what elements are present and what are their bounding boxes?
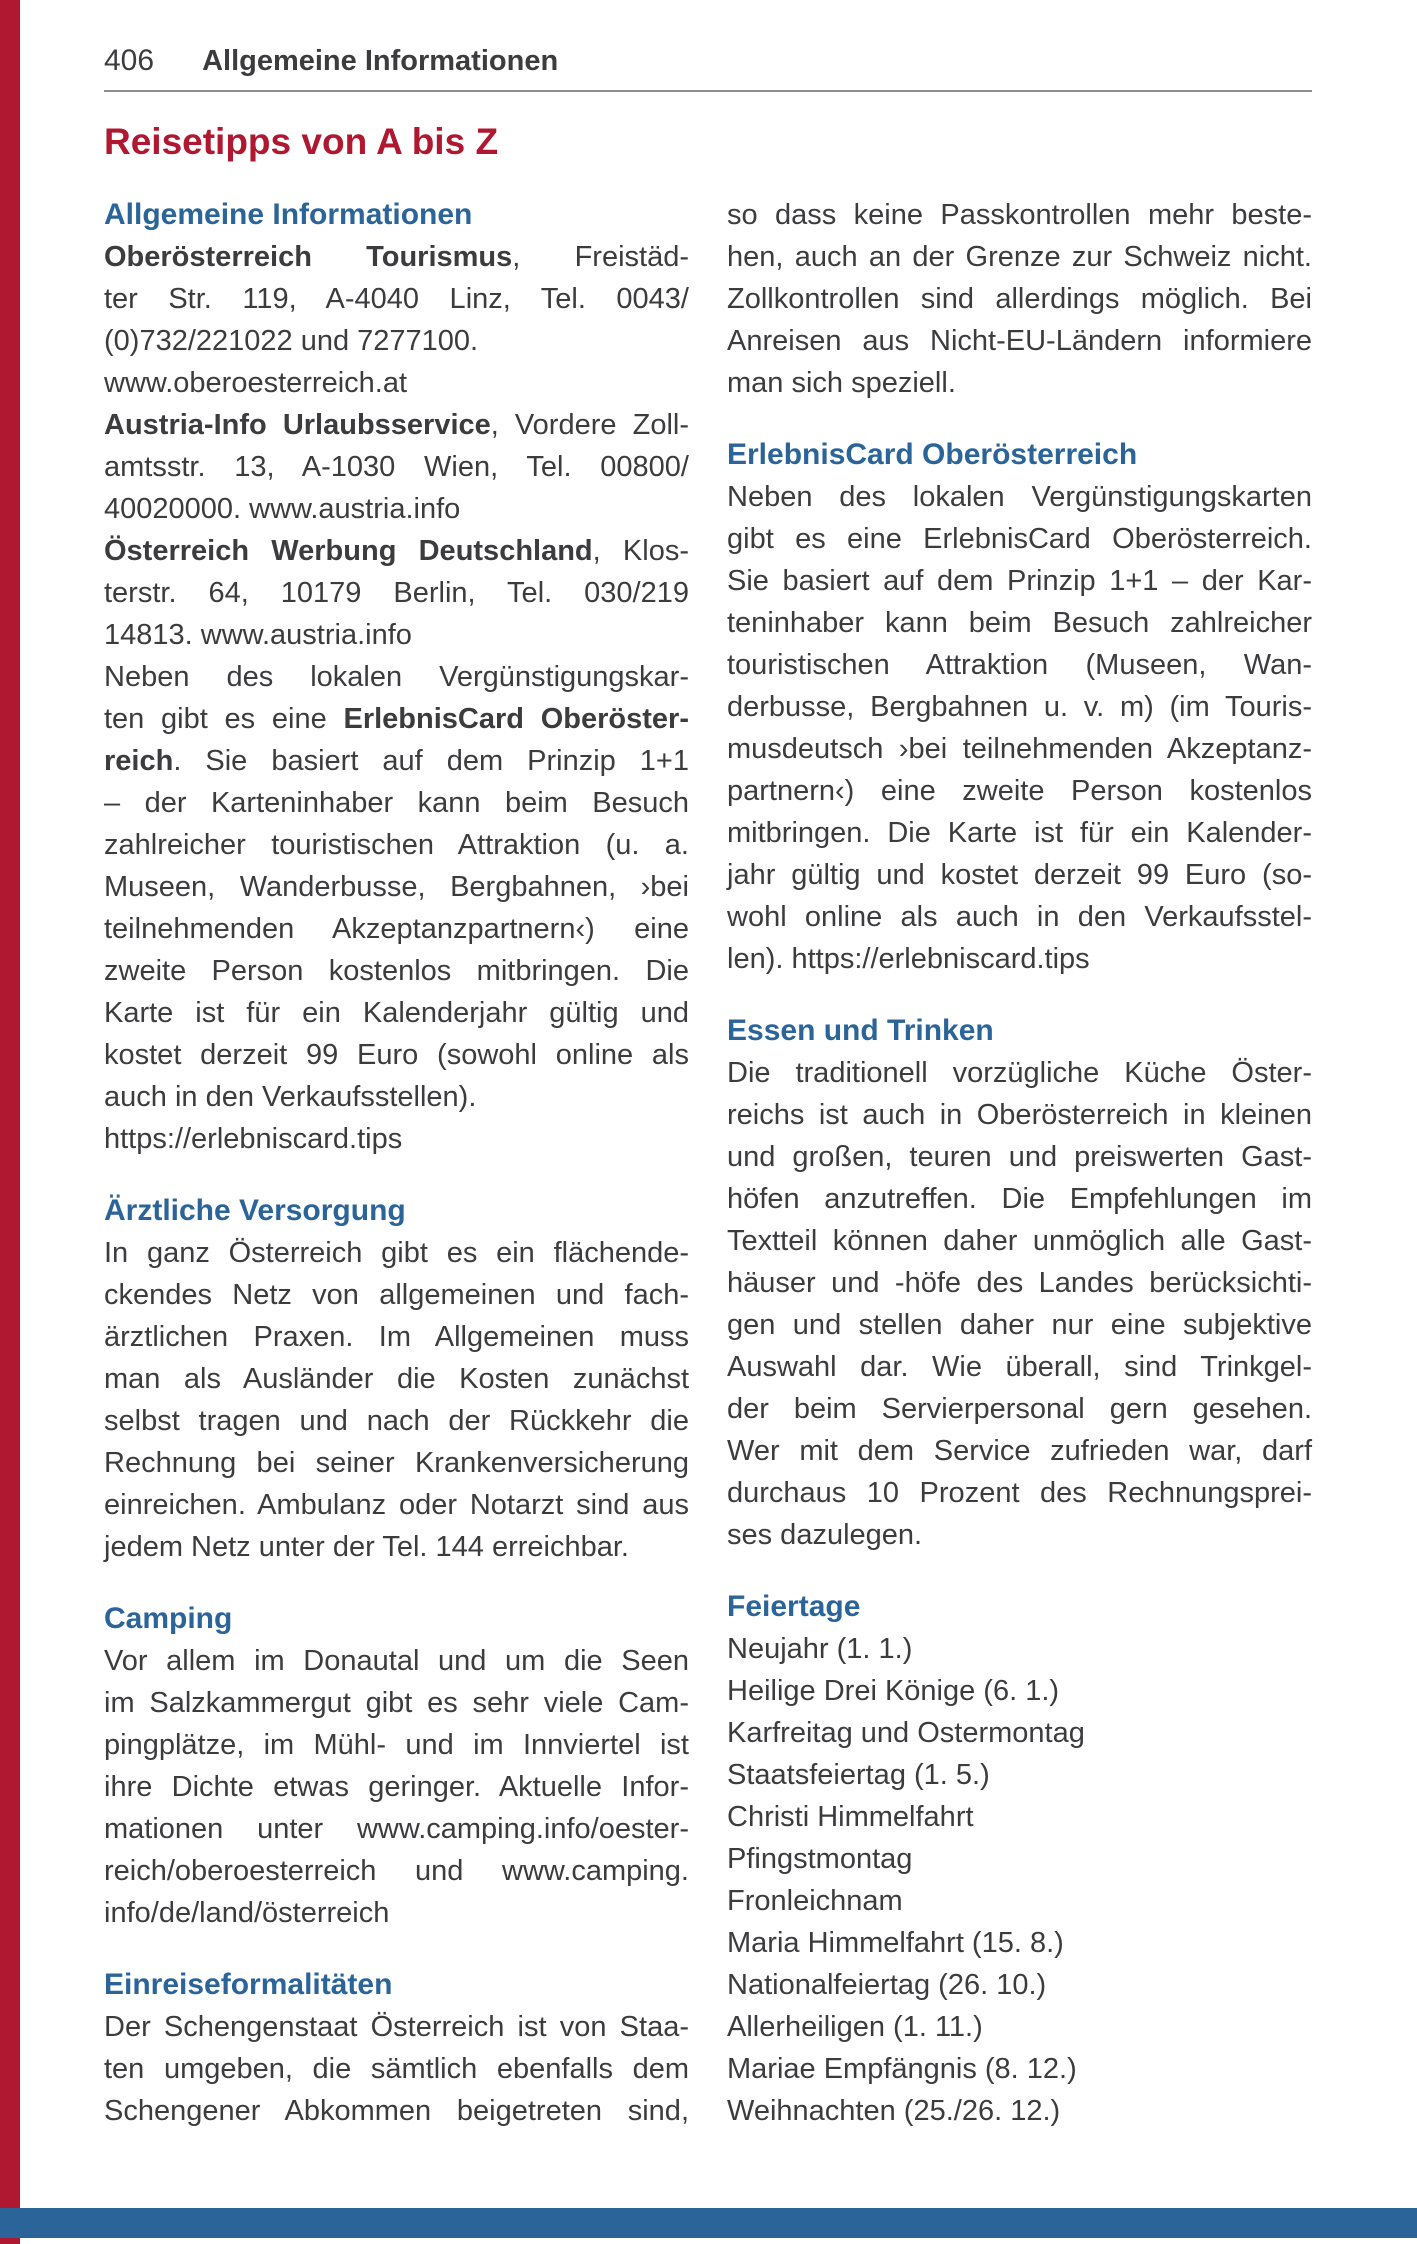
text-run: , Vordere Zoll- [490,409,689,441]
text-line [727,1178,1312,1220]
text-run: Karfreitag und Ostermontag [727,1717,1085,1749]
text-line [104,656,689,698]
text-line [104,1484,689,1526]
text-run: ten umgeben, die sämtlich ebenfalls dem [104,2053,689,2085]
text-line [727,2048,1312,2090]
text-run: kostet derzeit 99 Euro (sowohl online als [104,1039,689,1071]
text-line [727,1514,1312,1556]
text-run: amtsstr. 13, A-1030 Wien, Tel. 00800/ [104,451,689,483]
text-run: terstr. 64, 10179 Berlin, Tel. 030/219 [104,577,689,609]
text-run: zweite Person kostenlos mitbringen. Die [104,955,689,987]
text-line [727,602,1312,644]
section [104,1598,689,1934]
text-line [104,1442,689,1484]
text-line [727,1094,1312,1136]
text-run: In ganz Österreich gibt es ein flächende- [104,1237,689,1269]
text-run: wohl online als auch in den Verkaufsstel- [727,901,1312,933]
text-run: selbst tragen und nach der Rückkehr die [104,1405,689,1437]
bottom-accent-bar [0,2208,1417,2238]
text-run: Vor allem im Donautal und um die Seen [104,1645,689,1677]
text-line [727,1220,1312,1262]
text-run: ter Str. 119, A-4040 Linz, Tel. 0043/ [104,283,689,315]
text-run: len). https://erlebniscard.tips [727,943,1090,975]
text-line [727,1136,1312,1178]
section [727,434,1312,980]
text-line [727,938,1312,980]
text-line [727,1712,1312,1754]
text-line [104,1076,689,1118]
text-run: www.oberoesterreich.at [104,367,408,399]
text-run: gibt es eine ErlebnisCard Oberösterreich. [727,523,1312,555]
text-line [104,1724,689,1766]
text-run: , Freistäd- [512,241,689,273]
section [727,1010,1312,1556]
text-line [727,560,1312,602]
text-line [104,1034,689,1076]
text-run: Auswahl dar. Wie überall, sind Trinkgel- [727,1351,1312,1383]
text-run: Staatsfeiertag (1. 5.) [727,1759,990,1791]
text-line [727,1472,1312,1514]
text-run: , Klos- [592,535,689,567]
right-column [727,194,1312,2132]
text-run: Neben des lokalen Vergünstigungskar- [104,661,689,693]
text-line [727,1052,1312,1094]
text-line [727,770,1312,812]
section [727,1586,1312,2132]
bold-text-run: Oberösterreich Tourismus [104,241,513,273]
text-run: Zollkontrollen sind allerdings möglich. Bei [727,283,1312,315]
section-heading: Allgemeine Informationen [104,198,473,231]
text-line [104,740,689,782]
text-run: Maria Himmelfahrt (15. 8.) [727,1927,1064,1959]
text-run: derbusse, Bergbahnen u. v. m) (im Touris- [727,691,1312,723]
text-run: Der Schengenstaat Österreich ist von Staa- [104,2011,689,2043]
text-line [727,1628,1312,1670]
text-run: ses dazulegen. [727,1519,923,1551]
text-line [727,518,1312,560]
running-header: Allgemeine Informationen [202,45,559,77]
text-line [104,278,689,320]
text-line [104,404,689,446]
text-line [104,1316,689,1358]
text-run: ärztlichen Praxen. Im Allgemeinen muss [104,1321,689,1353]
text-line [104,950,689,992]
text-run: reichs ist auch in Oberösterreich in kleinen [727,1099,1312,1131]
text-run: jedem Netz unter der Tel. 144 erreichbar. [104,1531,629,1563]
text-run: ihre Dichte etwas geringer. Aktuelle Infor- [104,1771,689,1803]
left-column [104,194,689,2132]
text-run: Mariae Empfängnis (8. 12.) [727,2053,1077,2085]
text-run: – der Karteninhaber kann beim Besuch [104,787,689,819]
text-line [727,1388,1312,1430]
text-run: Rechnung bei seiner Krankenversicherung [104,1447,689,1479]
text-run: Heilige Drei Könige (6. 1.) [727,1675,1060,1707]
text-run: Textteil können daher unmöglich alle Gast- [727,1225,1312,1257]
text-line [727,1670,1312,1712]
text-line [104,572,689,614]
text-run: Pfingstmontag [727,1843,913,1875]
text-line [727,320,1312,362]
text-run: 40020000. www.austria.info [104,493,461,525]
section-heading: Einreiseformalitäten [104,1968,393,2001]
text-line [104,1640,689,1682]
bold-text-run: Austria-Info Urlaubsservice [104,409,491,441]
text-run: im Salzkammergut gibt es sehr viele Cam- [104,1687,689,1719]
text-line [104,488,689,530]
text-run: einreichen. Ambulanz oder Notarzt sind aus [104,1489,689,1521]
text-run: Christi Himmelfahrt [727,1801,974,1833]
text-run: . Sie basiert auf dem Prinzip 1+1 [173,745,689,777]
text-line [104,1118,689,1160]
text-run: jahr gültig und kostet derzeit 99 Euro (so- [727,859,1312,891]
text-line [104,1850,689,1892]
bold-text-run: reich [104,745,174,777]
text-line [727,2090,1312,2132]
text-line [727,1964,1312,2006]
page-number: 406 [104,44,155,77]
text-line [727,1880,1312,1922]
text-line [104,320,689,362]
text-run: Nationalfeiertag (26. 10.) [727,1969,1047,2001]
text-line [727,686,1312,728]
text-line [727,644,1312,686]
text-line [727,194,1312,236]
bold-text-run: Österreich Werbung Deutschland [104,535,593,567]
section-heading: Ärztliche Versorgung [104,1194,406,1227]
text-line [104,1274,689,1316]
text-line [104,614,689,656]
text-line [727,1346,1312,1388]
page-header [104,42,1312,80]
text-run: und großen, teuren und preiswerten Gast- [727,1141,1312,1173]
text-line [727,896,1312,938]
text-run: gen und stellen daher nur eine subjektive [727,1309,1312,1341]
left-accent-bar [0,0,20,2244]
text-run: touristischen Attraktion (Museen, Wan- [727,649,1312,681]
text-line [727,1430,1312,1472]
text-run: Allerheiligen (1. 11.) [727,2011,983,2043]
text-line [104,908,689,950]
text-run: Anreisen aus Nicht-EU-Ländern informiere [727,325,1312,357]
text-run: ckendes Netz von allgemeinen und fach- [104,1279,689,1311]
section-heading: Essen und Trinken [727,1014,994,1047]
text-run: mitbringen. Die Karte ist für ein Kalender- [727,817,1312,849]
section [104,1964,689,2132]
text-line [104,236,689,278]
text-line [727,1838,1312,1880]
text-run: zahlreicher touristischen Attraktion (u. a. [104,829,689,861]
section [104,194,689,1160]
page-content [104,0,1312,2132]
text-line [727,1922,1312,1964]
text-run: Die traditionell vorzügliche Küche Öster- [727,1057,1312,1089]
text-line [727,476,1312,518]
text-line [727,728,1312,770]
text-line [104,1400,689,1442]
text-line [727,854,1312,896]
section [727,194,1312,404]
text-line [727,362,1312,404]
text-run: auch in den Verkaufsstellen). [104,1081,477,1113]
text-run: https://erlebniscard.tips [104,1123,403,1155]
text-line [104,1682,689,1724]
text-run: hen, auch an der Grenze zur Schweiz nicht. [727,241,1312,273]
text-run: höfen anzutreffen. Die Empfehlungen im [727,1183,1312,1215]
columns [104,194,1312,2132]
header-rule [104,90,1312,92]
bold-text-run: ErlebnisCard Oberöster- [343,703,689,735]
text-run: teilnehmenden Akzeptanzpartnern‹) eine [104,913,689,945]
text-run: häuser und -höfe des Landes berücksichti- [727,1267,1312,1299]
text-run: so dass keine Passkontrollen mehr beste- [727,199,1312,231]
text-run: musdeutsch ›bei teilnehmenden Akzeptanz- [727,733,1312,765]
text-line [727,278,1312,320]
text-line [104,1358,689,1400]
text-run: Schengener Abkommen beigetreten sind, [104,2095,689,2127]
text-run: Wer mit dem Service zufrieden war, darf [727,1435,1312,1467]
text-line [727,1754,1312,1796]
section-heading: ErlebnisCard Oberösterreich [727,438,1138,471]
text-run: Weihnachten (25./26. 12.) [727,2095,1061,2127]
text-line [104,782,689,824]
text-run: der beim Servierpersonal gern gesehen. [727,1393,1312,1425]
text-line [104,1892,689,1934]
text-line [727,1304,1312,1346]
text-run: pingplätze, im Mühl- und im Innviertel ist [104,1729,689,1761]
text-line [104,1232,689,1274]
text-run: Neujahr (1. 1.) [727,1633,913,1665]
text-run: Neben des lokalen Vergünstigungskarten [727,481,1312,513]
text-line [727,812,1312,854]
text-line [727,1262,1312,1304]
text-run: Museen, Wanderbusse, Bergbahnen, ›bei [104,871,689,903]
text-line [727,236,1312,278]
text-line [104,2006,689,2048]
text-line [104,1766,689,1808]
section-heading: Feiertage [727,1590,861,1623]
text-line [104,698,689,740]
page-title: Reisetipps von A bis Z [104,121,499,162]
text-run: man als Ausländer die Kosten zunächst [104,1363,689,1395]
text-line [727,2006,1312,2048]
text-run: partnern‹) eine zweite Person kostenlos [727,775,1312,807]
text-line [104,866,689,908]
text-run: Karte ist für ein Kalenderjahr gültig und [104,997,689,1029]
section-heading: Camping [104,1602,233,1635]
text-line [104,362,689,404]
text-run: man sich speziell. [727,367,956,399]
text-run: teninhaber kann beim Besuch zahlreicher [727,607,1312,639]
text-run: Fronleichnam [727,1885,903,1917]
text-line [104,446,689,488]
text-run: ten gibt es eine [104,703,344,735]
text-run: Sie basiert auf dem Prinzip 1+1 – der Kar- [727,565,1312,597]
text-line [104,1808,689,1850]
text-line [104,824,689,866]
text-line [104,2090,689,2132]
text-run: 14813. www.austria.info [104,619,412,651]
section [104,1190,689,1568]
text-run: durchaus 10 Prozent des Rechnungsprei- [727,1477,1312,1509]
text-line [104,530,689,572]
text-line [104,2048,689,2090]
text-run: (0)732/221022 und 7277100. [104,325,479,357]
text-run: mationen unter www.camping.info/oester- [104,1813,689,1845]
text-run: reich/oberoesterreich und www.camping. [104,1855,689,1887]
text-line [104,1526,689,1568]
text-line [104,992,689,1034]
text-line [727,1796,1312,1838]
text-run: info/de/land/österreich [104,1897,390,1929]
